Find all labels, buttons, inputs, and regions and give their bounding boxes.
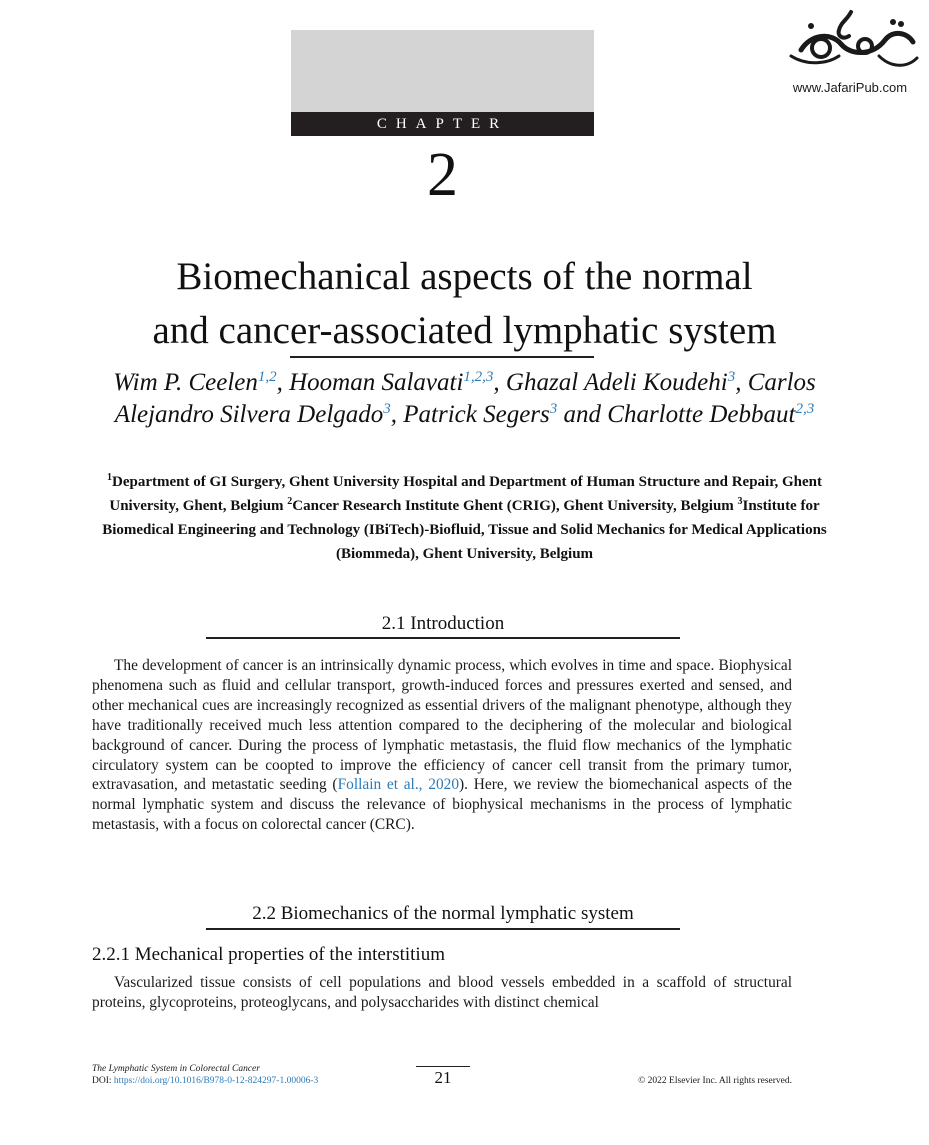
publisher-url[interactable]: www.JafariPub.com	[792, 80, 908, 95]
footer-doi	[92, 1076, 318, 1086]
chapter-number: 2	[427, 141, 458, 209]
title-line-2: and cancer-associated lymphatic system	[152, 309, 777, 352]
author-affiliation-ref[interactable]: 2,3	[795, 401, 815, 417]
section-divider	[206, 637, 680, 639]
author-affiliation-ref[interactable]: 1,2,3	[463, 369, 494, 385]
title-divider	[290, 356, 594, 358]
author-affiliation-ref[interactable]: 3	[549, 401, 558, 417]
chapter-label: CHAPTER	[291, 112, 594, 136]
author-affiliation-ref[interactable]: 3	[383, 401, 391, 417]
footer-book-title: The Lymphatic System in Colorectal Cancer	[92, 1064, 260, 1074]
chapter-banner	[291, 30, 594, 112]
chapter-title	[60, 250, 869, 358]
affiliation-number: 3	[737, 496, 743, 507]
paragraph-interstitium: Vascularized tissue consists of cell populations and blood vessels embedded in a scaffold of structural proteins, glycoproteins, proteoglycans, and polysaccharides with distinct chemical	[92, 974, 792, 1011]
doi-label: DOI:	[92, 1076, 114, 1086]
paragraph-text: ). Here, we review the biomechanical aspects of the normal lymphatic system and discuss the relevance of biophysical mechanisms in the process of lymphatic metastasis, with a focus on colorectal cancer (CRC).	[92, 776, 792, 834]
author-name: Wim P. Ceelen	[113, 369, 258, 396]
page-number: 21	[434, 1068, 452, 1087]
doi-link[interactable]: https://doi.org/10.1016/B978-0-12-824297-1.00006-3	[113, 1076, 319, 1086]
author-name: Carlos Alejandro Silvera Delgado	[114, 369, 816, 428]
affiliation-text: Department of GI Surgery, Ghent University Hospital and Department of Human Structure and Repair, Ghent University, Ghent, Belgium	[109, 474, 822, 514]
author-separator: ,	[390, 401, 404, 428]
affiliation-number: 2	[287, 496, 293, 507]
author-list	[70, 367, 859, 431]
author-name: Hooman Salavati	[289, 369, 464, 396]
paragraph-text: The development of cancer is an intrinsically dynamic process, which evolves in time and space. Biophysical phenomena such as fluid and cellular transport, growth-induced forces and pressures exerted and sensed, and other mechanical cues are increasingly recognized as essential drivers of the malignant phenotype, although they have traditionally received much less attention compared to the deciphering of the molecular and biological background of cancer. During the process of lymphatic metastasis, the fluid flow mechanics of the lymphatic circulatory system can be coopted to improve the efficiency of cancer cell transit from the primary tumor, extravasation, and metastatic seeding (	[92, 657, 792, 794]
title-line-1: Biomechanical aspects of the normal	[176, 255, 753, 298]
author-separator: ,	[493, 369, 506, 396]
section-heading-introduction: 2.1 Introduction	[381, 613, 505, 634]
section-divider	[206, 928, 680, 930]
author-name: Ghazal Adeli Koudehi	[505, 369, 728, 396]
calligraphic-logo-icon	[781, 6, 921, 78]
paragraph-introduction	[92, 656, 792, 835]
affiliation-text: Institute for Biomedical Engineering and Technology (IBiTech)-Biofluid, Tissue and Solid Mechanics for Medical Applications (Biommeda), Ghent University, Belgium	[102, 498, 827, 562]
affiliation-number: 1	[107, 472, 112, 483]
author-separator: ,	[276, 369, 290, 396]
publisher-logo	[775, 6, 925, 108]
copyright: © 2022 Elsevier Inc. All rights reserved.	[638, 1076, 792, 1086]
author-name: Patrick Segers	[403, 401, 550, 428]
author-affiliation-ref[interactable]: 1,2	[257, 369, 277, 385]
author-separator: ,	[735, 369, 748, 396]
subsection-heading-interstitium: 2.2.1 Mechanical properties of the interstitium	[92, 944, 445, 965]
author-affiliation-ref[interactable]: 3	[727, 369, 736, 385]
section-heading-biomechanics: 2.2 Biomechanics of the normal lymphatic system	[252, 903, 634, 924]
footer-divider	[416, 1066, 470, 1067]
author-name: and Charlotte Debbaut	[563, 401, 796, 428]
citation-link[interactable]: Follain et al., 2020	[337, 776, 460, 794]
affiliations	[92, 470, 837, 566]
affiliation-text: Cancer Research Institute Ghent (CRIG), Ghent University, Belgium	[292, 498, 738, 514]
